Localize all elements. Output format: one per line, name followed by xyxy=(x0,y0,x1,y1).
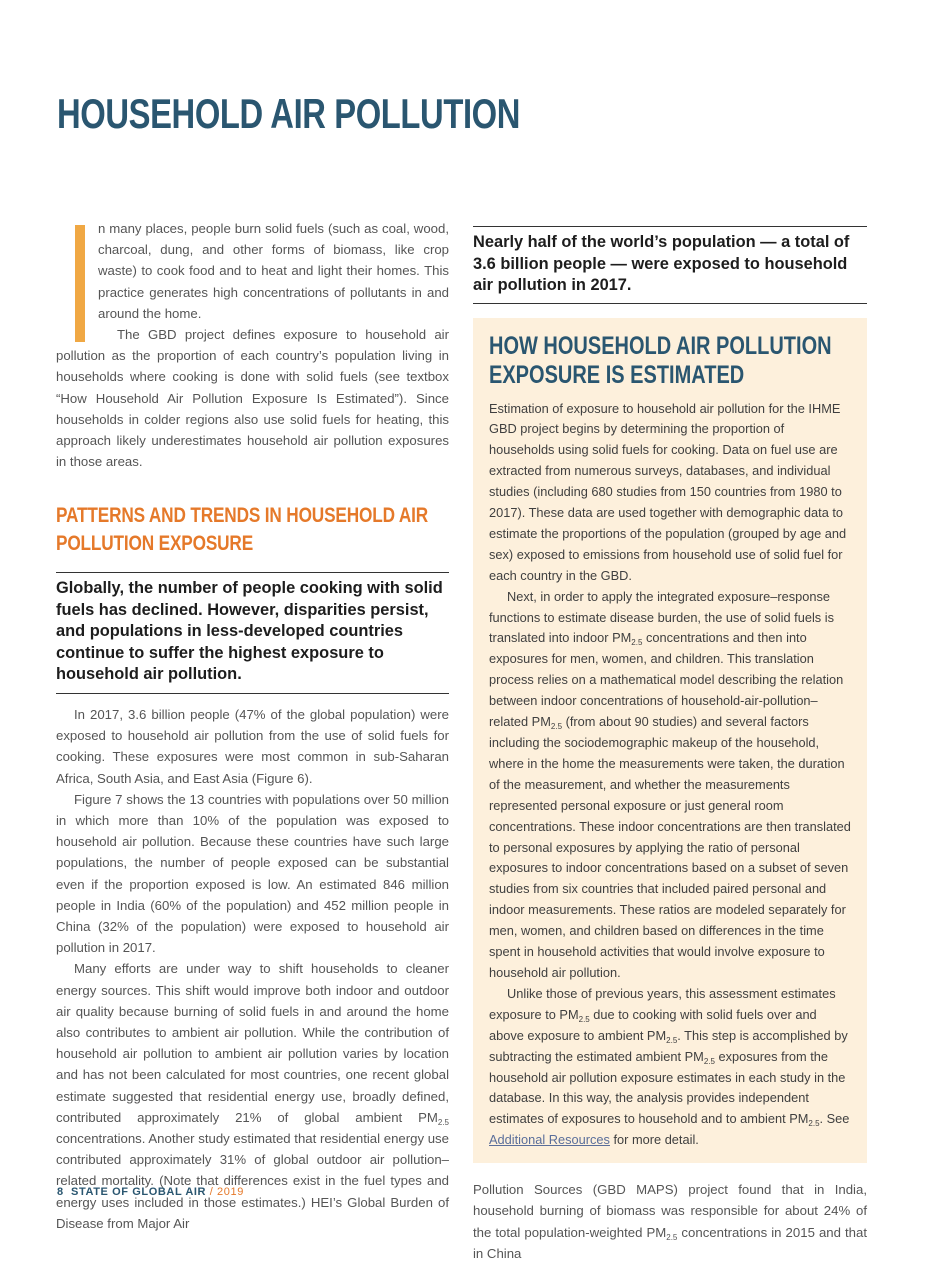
publication-name: STATE OF GLOBAL AIR xyxy=(71,1186,207,1198)
tb-p2-a: Next, in order to apply the integrated exposure–response functions to estimate disease burden, the use of solid fuels is translated into indoor PM xyxy=(489,588,835,646)
page-footer xyxy=(57,1186,244,1198)
section-heading: PATTERNS AND TRENDS IN HOUSEHOLD AIR POLLUTION EXPOSURE xyxy=(56,504,428,556)
page-title: HOUSEHOLD AIR POLLUTION xyxy=(57,90,521,137)
right-pullquote: Nearly half of the world’s population — a total of 3.6 billion people — were exposed to household air pollution in 2017. xyxy=(473,226,867,304)
tb-p3-c: . This step is accomplished by subtracting the estimated ambient PM xyxy=(489,1027,848,1064)
paragraph-4: Figure 7 shows the 13 countries with populations over 50 million in which more than 10% of the population was exposed to household air pollution. Because these countries have such large populations, the number of people exposed can be substantial even if the proportion exposed is low. An estimated 846 million people in India (60% of the population) and 452 million people in China (32% of the population) were exposed to household air pollution in 2017. xyxy=(56,791,449,956)
additional-resources-link[interactable]: Additional Resources xyxy=(489,1132,610,1148)
textbox-body xyxy=(489,399,851,1152)
tb-p3-e: . See xyxy=(819,1111,850,1127)
pm-subscript: 2.5 xyxy=(550,722,563,732)
continued-paragraph xyxy=(473,1179,867,1264)
tb-p3-f: for more detail. xyxy=(609,1132,699,1148)
pm-subscript: 2.5 xyxy=(666,1035,678,1045)
paragraph-5-part-a: Many efforts are under way to shift households to cleaner energy sources. This shift would improve both indoor and outdoor air quality because burning of solid fuels in and around the home also contributes to ambient air pollution. While the contribution of household air pollution to ambient air pollution varies by location and has not been calculated for most countries, one recent global estimate suggested that residential energy use, broadly defined, contributed approximately 21% of global ambient PM xyxy=(56,961,449,1125)
page-number: 8 xyxy=(57,1186,64,1198)
paragraph-5-part-b: concentrations. Another study estimated that residential energy use contributed approximately 31% of global outdoor air pollution–related mortality. (Note that differences exist in the fuel types and energy uses included in those estimates.) HEI’s Global Burden of Disease from Major Air xyxy=(56,1131,449,1231)
right-column xyxy=(473,226,867,1264)
left-column xyxy=(56,218,449,1234)
tb-p2-c: (from about 90 studies) and several factors including the sociodemographic makeup of the household, where in the home the measurements were taken, the duration of the measurement, and whether the measurements represented personal exposure or just general room concentrations. These indoor concentrations are then translated to personal exposures by applying the ratio of personal exposures to indoor concentrations based on a subset of seven studies from six countries that included paired personal and indoor measurements. These ratios are modeled separately for men, women, and children based on differences in the time spent in household activities that would involve exposure to household air pollution. xyxy=(489,714,851,980)
textbox-title: HOW HOUSEHOLD AIR POLLUTION EXPOSURE IS ESTIMATED xyxy=(489,331,832,389)
pm-subscript: 2.5 xyxy=(808,1119,820,1129)
intro-text xyxy=(56,218,449,472)
right-continued-text xyxy=(473,1179,867,1264)
tb-p3-d: exposures from the household air pollution exposure estimates in each study in the database. In this way, the analysis provides independent estimates of exposures to household and to ambient PM xyxy=(489,1048,846,1127)
intro-paragraph-1 xyxy=(56,218,449,324)
intro-paragraph-1-text: n many places, people burn solid fuels (such as coal, wood, charcoal, dung, and other forms of biomass, like crop waste) to cook food and to heat and light their homes. This practice generates high concentrations of pollutants in and around the home. xyxy=(98,221,449,321)
textbox-paragraph-1: Estimation of exposure to household air pollution for the IHME GBD project begins by determining the proportion of households using solid fuels for cooking. Data on fuel use are extracted from numerous surveys, databases, and individual studies (including 680 studies from 150 countries from 1980 to 2017). These data are used together with demographic data to estimate the proportions of the population (grouped by age and sex) exposed to emissions from household use of solid fuel for each country in the GBD. xyxy=(489,400,847,583)
footer-separator: / xyxy=(206,1186,218,1198)
main-text xyxy=(56,704,449,1234)
tb-p3-a: Unlike those of previous years, this assessment estimates exposure to PM xyxy=(489,985,836,1022)
pm-subscript: 2.5 xyxy=(666,1232,678,1242)
textbox-paragraph-2 xyxy=(489,587,851,984)
continued-part-a: Pollution Sources (GBD MAPS) project found that in India, household burning of biomass was responsible for about 24% of the total population-weighted PM xyxy=(473,1182,867,1240)
paragraph-3: In 2017, 3.6 billion people (47% of the global population) were exposed to household air pollution from the use of solid fuels for cooking. These exposures were most common in sub-Saharan Africa, South Asia, and East Asia (Figure 6). xyxy=(56,706,449,786)
estimation-textbox xyxy=(473,318,867,1164)
pm-subscript: 2.5 xyxy=(578,1014,590,1024)
dropcap-bar xyxy=(75,225,85,342)
pm-subscript: 2.5 xyxy=(703,1056,715,1066)
intro-paragraph-2: The GBD project defines exposure to household air pollution as the proportion of each country’s population living in households where cooking is done with solid fuels (see textbox “How Household Air Pollution Exposure Is Estimated”). Since households in colder regions also use solid fuels for heating, this approach likely underestimates household air pollution exposures in those areas. xyxy=(56,327,449,470)
tb-p2-b: concentrations and then into exposures for men, women, and children. This translation process relies on a mathematical model describing the relation between indoor concentrations of household-air-pollution–related PM xyxy=(489,630,844,730)
pm-subscript: 2.5 xyxy=(631,638,643,648)
tb-p3-b: due to cooking with solid fuels over and above exposure to ambient PM xyxy=(489,1006,817,1043)
left-pullquote: Globally, the number of people cooking with solid fuels has declined. However, disparities persist, and populations in less-developed countries continue to suffer the highest exposure to household air pollution. xyxy=(56,572,449,694)
publication-year: 2019 xyxy=(217,1186,244,1198)
continued-part-b: concentrations in 2015 and that in China xyxy=(473,1224,867,1261)
pm-subscript: 2.5 xyxy=(437,1117,449,1127)
textbox-paragraph-3 xyxy=(489,984,851,1151)
